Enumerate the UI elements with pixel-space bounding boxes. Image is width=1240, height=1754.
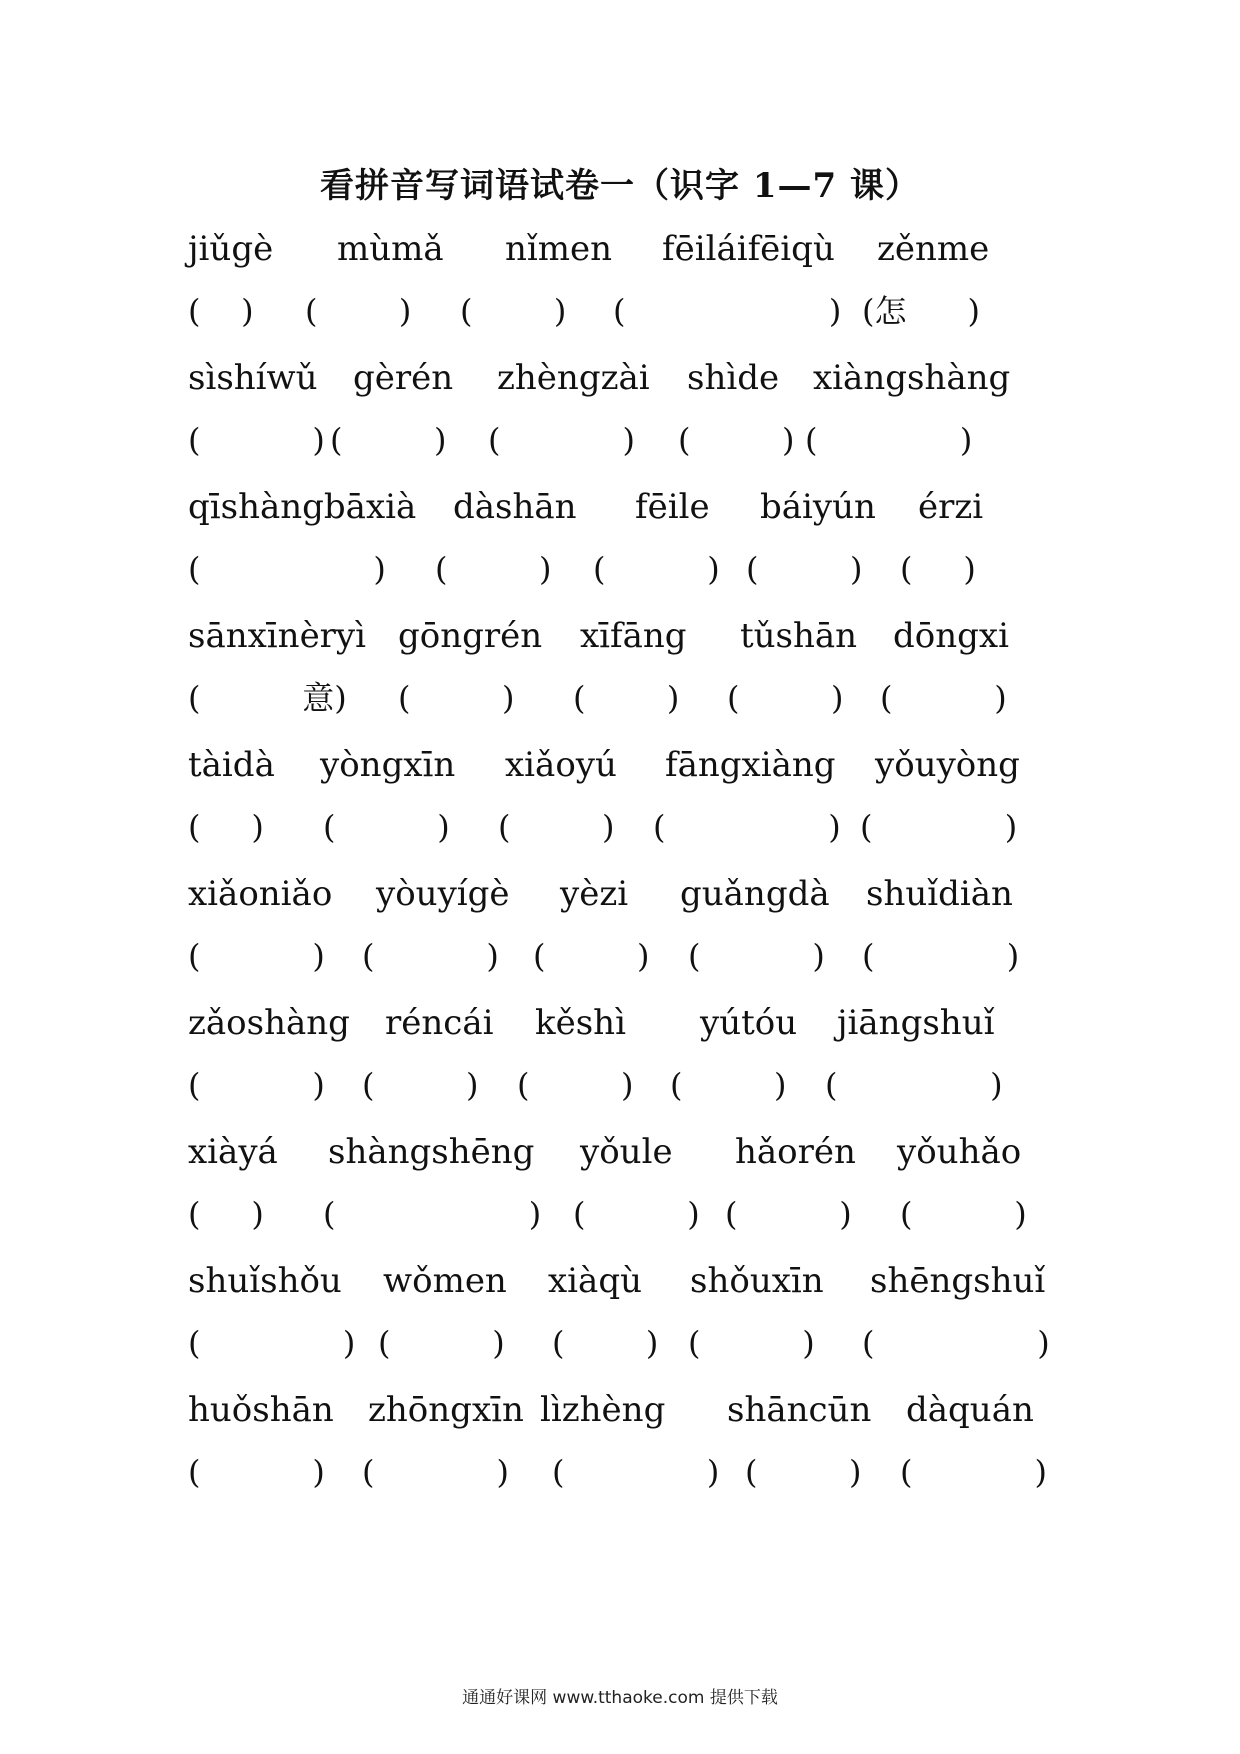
- answer-blank[interactable]: ( ): [860, 808, 1018, 846]
- pinyin-word: zěnme: [877, 229, 990, 269]
- answer-blank[interactable]: ( ): [805, 421, 973, 459]
- footer-text: 通通好课网 www.tthaoke.com 提供下载: [462, 1688, 778, 1708]
- pinyin-word: báiyún: [760, 487, 876, 527]
- pinyin-row: [0, 1261, 1240, 1324]
- answer-blank[interactable]: ( ): [517, 1066, 634, 1104]
- answer-row: [0, 421, 1240, 484]
- pinyin-word: zhèngzài: [497, 358, 650, 398]
- answer-blank[interactable]: ( ): [188, 550, 386, 588]
- answer-blank[interactable]: ( ): [398, 679, 515, 717]
- pinyin-word: fēiláifēiqù: [662, 229, 835, 269]
- pinyin-row: [0, 1132, 1240, 1195]
- pinyin-word: yútóu: [700, 1003, 798, 1043]
- answer-blank[interactable]: ( ): [362, 937, 499, 975]
- answer-blank[interactable]: ( ): [727, 679, 844, 717]
- answer-blank[interactable]: ( ): [688, 937, 825, 975]
- answer-blank[interactable]: ( ): [862, 937, 1020, 975]
- answer-blank[interactable]: ( 意): [188, 679, 347, 717]
- pinyin-word: jiǔgè: [188, 229, 274, 269]
- pinyin-word: shàngshēng: [328, 1132, 535, 1172]
- answer-blank[interactable]: ( ): [653, 808, 841, 846]
- pinyin-word: dàshān: [453, 487, 577, 527]
- pinyin-word: kěshì: [535, 1003, 626, 1043]
- pinyin-word: fāngxiàng: [665, 745, 836, 785]
- answer-blank[interactable]: ( ): [362, 1066, 479, 1104]
- pinyin-word: érzi: [918, 487, 984, 527]
- answer-blank[interactable]: ( ): [460, 292, 567, 330]
- pinyin-word: shuǐdiàn: [866, 874, 1013, 914]
- pinyin-row: [0, 1390, 1240, 1453]
- pinyin-word: xīfāng: [580, 616, 687, 656]
- answer-blank[interactable]: ( ): [573, 679, 680, 717]
- answer-blank[interactable]: ( ): [188, 808, 264, 846]
- pinyin-row: [0, 358, 1240, 421]
- pinyin-word: shuǐshǒu: [188, 1261, 342, 1301]
- pinyin-word: mùmǎ: [337, 229, 444, 269]
- pinyin-word: hǎorén: [735, 1132, 856, 1172]
- pinyin-word: dàquán: [906, 1390, 1034, 1430]
- pinyin-word: huǒshān: [188, 1390, 334, 1430]
- pinyin-word: yǒuhǎo: [897, 1132, 1022, 1172]
- pinyin-word: xiǎoniǎo: [188, 874, 333, 914]
- answer-blank[interactable]: ( ): [900, 1195, 1027, 1233]
- pinyin-word: sìshíwǔ: [188, 358, 318, 398]
- pinyin-word: jiāngshuǐ: [837, 1003, 995, 1043]
- answer-row: [0, 1195, 1240, 1258]
- answer-blank[interactable]: ( ): [678, 421, 795, 459]
- answer-blank[interactable]: ( ): [746, 550, 863, 588]
- pinyin-row: [0, 487, 1240, 550]
- pinyin-row: [0, 616, 1240, 679]
- answer-row: [0, 550, 1240, 613]
- pinyin-word: xiàqù: [548, 1261, 642, 1301]
- answer-blank[interactable]: ( ): [305, 292, 412, 330]
- pinyin-word: xiǎoyú: [505, 745, 617, 785]
- answer-blank[interactable]: ( ): [435, 550, 552, 588]
- answer-blank[interactable]: ( ): [900, 550, 976, 588]
- pinyin-row: [0, 874, 1240, 937]
- pinyin-word: zǎoshàng: [188, 1003, 350, 1043]
- answer-row: [0, 808, 1240, 871]
- pinyin-row: [0, 1003, 1240, 1066]
- answer-row: [0, 679, 1240, 742]
- answer-blank[interactable]: ( ): [323, 808, 450, 846]
- pinyin-row: [0, 745, 1240, 808]
- pinyin-word: yòngxīn: [320, 745, 456, 785]
- answer-blank[interactable]: ( ): [573, 1195, 700, 1233]
- answer-blank[interactable]: ( ): [725, 1195, 852, 1233]
- answer-row: [0, 1066, 1240, 1129]
- answer-row: [0, 1453, 1240, 1516]
- pinyin-word: réncái: [385, 1003, 494, 1043]
- answer-row: [0, 937, 1240, 1000]
- answer-blank[interactable]: ( ): [330, 421, 447, 459]
- answer-row: [0, 292, 1240, 355]
- answer-blank[interactable]: ( ): [323, 1195, 542, 1233]
- pinyin-word: fēile: [635, 487, 710, 527]
- answer-blank[interactable]: ( ): [188, 1195, 264, 1233]
- pinyin-row: [0, 229, 1240, 292]
- pinyin-word: tàidà: [188, 745, 275, 785]
- pinyin-word: gèrén: [353, 358, 454, 398]
- pinyin-word: shìde: [687, 358, 780, 398]
- pinyin-word: shāncūn: [727, 1390, 872, 1430]
- pinyin-word: tǔshān: [740, 616, 858, 656]
- pinyin-word: zhōngxīn: [368, 1390, 524, 1430]
- pinyin-word: xiàngshàng: [813, 358, 1011, 398]
- pinyin-word: guǎngdà: [680, 874, 830, 914]
- pinyin-word: yǒule: [580, 1132, 673, 1172]
- answer-blank[interactable]: ( ): [593, 550, 720, 588]
- answer-blank[interactable]: ( ): [533, 937, 650, 975]
- pinyin-word: xiàyá: [188, 1132, 278, 1172]
- pinyin-word: yòuyígè: [376, 874, 510, 914]
- answer-blank[interactable]: ( ): [188, 1453, 325, 1491]
- answer-blank[interactable]: (怎 ): [862, 292, 981, 330]
- pinyin-word: dōngxi: [893, 616, 1009, 656]
- answer-blank[interactable]: ( ): [498, 808, 615, 846]
- pinyin-word: nǐmen: [505, 229, 613, 269]
- answer-blank[interactable]: ( ): [900, 1453, 1048, 1491]
- answer-blank[interactable]: ( ): [552, 1324, 659, 1362]
- answer-blank[interactable]: ( ): [745, 1453, 862, 1491]
- pinyin-word: yèzi: [560, 874, 629, 914]
- answer-blank[interactable]: ( ): [188, 1324, 356, 1362]
- pinyin-word: sānxīnèryì: [188, 616, 367, 656]
- pinyin-word: qīshàngbāxià: [188, 487, 417, 527]
- answer-blank[interactable]: ( ): [688, 1324, 815, 1362]
- answer-blank[interactable]: ( ): [188, 421, 325, 459]
- answer-row: [0, 1324, 1240, 1387]
- pinyin-word: shǒuxīn: [690, 1261, 824, 1301]
- answer-blank[interactable]: ( ): [188, 292, 254, 330]
- pinyin-word: wǒmen: [383, 1261, 507, 1301]
- answer-blank[interactable]: ( ): [880, 679, 1007, 717]
- page-title: 看拼音写词语试卷一（识字 1—7 课）: [320, 166, 920, 206]
- answer-blank[interactable]: ( ): [862, 1324, 1050, 1362]
- pinyin-word: yǒuyòng: [875, 745, 1020, 785]
- pinyin-word: lìzhèng: [540, 1390, 666, 1430]
- answer-blank[interactable]: ( ): [670, 1066, 787, 1104]
- answer-blank[interactable]: ( ): [488, 421, 636, 459]
- answer-blank[interactable]: ( ): [378, 1324, 505, 1362]
- pinyin-word: shēngshuǐ: [870, 1261, 1046, 1301]
- answer-blank[interactable]: ( ): [825, 1066, 1003, 1104]
- answer-blank[interactable]: ( ): [362, 1453, 510, 1491]
- pinyin-word: gōngrén: [398, 616, 543, 656]
- answer-blank[interactable]: ( ): [188, 1066, 325, 1104]
- answer-blank[interactable]: ( ): [552, 1453, 720, 1491]
- answer-blank[interactable]: ( ): [613, 292, 842, 330]
- answer-blank[interactable]: ( ): [188, 937, 325, 975]
